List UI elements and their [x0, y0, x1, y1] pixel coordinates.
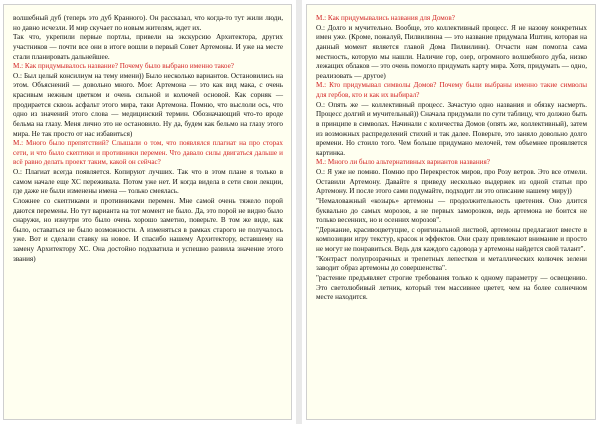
right-page: [306, 4, 596, 420]
question-paragraph: М.: Кто придумывал символы Домов? Почему были выбраны именно такие символы для гербов, кто и как их выбирал?: [316, 81, 587, 99]
question-paragraph: М.: Как придумывались названия для Домов?: [316, 14, 455, 22]
quote-paragraph: "Держание, красивоцветущие, с оригинальной листвой, артемоны предлагают вместе в композиции игру текстур, красок и эффектов. Они сразу привлекают внимание и просто не могут не понравиться. Ведь для каждого садовода у артемоны найдется свой талант".: [316, 225, 587, 253]
quote-paragraph: "Немаловажный «козырь» артемоны — продолжительность цветения. Оно длится буквально до самых морозов, а не первых заморозков, ведь артемона не боится не только весенних, но и осенних морозов".: [316, 196, 587, 225]
answer-paragraph: О.: Был целый консилиум на тему имени)) Было несколько вариантов. Остановились на этом. Объяснений — довольно много. Мое: Артемона — это как вид мака, с очень красивым нежным цветком и очень сильной и колючей основой. Как сорняк — продирается сквозь асфальт этого мира, таки Артемона. Помню, что выслоли ось, что одно из значений этого слова — медицинский термин. Обозначающий что-то вроде бельма на глазу. Меня лично это не остановило. Ну да, будем как бельмо на глазу этого мира. Не так просто от нас избавиться): [13, 71, 283, 138]
answer-paragraph: О.: Долго и мучительно. Вообще, это коллективный процесс. Я не назову конкретных имен уже. (Кроме, пожалуй, Пилвилинна — это название придумала Иштин, которая на данный момент является главой Дома Пилвилинн). Отчасти нам помогла сама местность, которую мы нашли. Наличие гор, озер, огромного волшебного дуба, низко лежащих облаков — это очень помогло придумать карту мира. Хотя, придумать — одно, реализовать — другое): [316, 23, 587, 80]
question-paragraph: М.: Как придумывалось название? Почему было выбрано именно такое?: [13, 62, 234, 71]
question-paragraph: М.: Много было препятствий? Слышали о том, что появлялся плагиат на про сторах сети, и что было скептики и противники перемен. Что давало силы двигаться дальше и всё равно делать проект таким, какой он сейчас?: [13, 139, 283, 167]
question-paragraph: М.: Много ли было альтернативных вариантов названия?: [316, 158, 490, 167]
page-gutter: [296, 0, 302, 424]
paragraph: волшебный дуб (теперь это дуб Кранного). Он рассказал, что когда-то тут жили люди, но давно исчезли. И мир скучает по новым жителям, ждет их.: [13, 14, 283, 32]
answer-paragraph: О.: Я уже не помню. Помню про Перекресток миров, про Розу ветров. Это все отмели. Оставили Артемону. Давайте я приведу несколько выдержек из одной статьи про Артемону. И после этого сами подумайте, подходит ли это описание нашему миру)): [316, 168, 587, 196]
answer-paragraph: О.: Плагиат всегда появляется. Копируют лучших. Так что в этом плане я только в самом начале еще ХС переживала. Потом уже нет. И когда видела в сети свои лекции, где даже не были изменены имена — только смеялась.: [13, 168, 283, 196]
answer-paragraph: О.: Опять же — коллективный процесс. Зачастую одно названия и обязку насмерть. Процесс долгий и мучительный)) Сначала придумали по сути таблицу, что должно быть в принципе в символах. Начинали с количества Домов (опять же, коллективный), затем из возможных распределений стихий и так далее. Поверьте, это заняло довольно долго времени. Но стоило того. Чем больше придумано мелочей, тем объемнее проявляется картинка.: [316, 100, 587, 157]
left-page: [3, 4, 292, 420]
paragraph: Сложнее со скептиками и противниками перемен. Мне самой очень тяжело порой даются перемены. Но тут варианта на тот момент не было. Да, это порой не видно было снаружи, но изнутри это было очень хорошо заметно, поверьте. В том же виде, как было, оставаться не было возможности. А изменяться в рамках старого не получалось уже. Вот и сделали ставку на новое. И спасибо нашему Архитектору, вставшему на замену Архитектору ХС. Она достойно подхватила и успешно развила значение этого звания): [13, 196, 283, 263]
paragraph: Так что, укрепили первые портлы, привели на экскурсию Архитектора, других участников — почти все они в итоге вошли в первый Совет Артемоны. И уже на месте стали планировать дальнейшее.: [13, 33, 283, 61]
quote-paragraph: "Контраст полупрозрачных и трепетных лепестков и металлических колючек зелени заводит образ артемоны до совершенства".: [316, 254, 587, 273]
quote-paragraph: "растение предъявляет строгие требования только к одному параметру — освещению. Это светолюбивый летник, который тем массивнее цветет, чем на более солнечном месте находится.: [316, 273, 587, 302]
